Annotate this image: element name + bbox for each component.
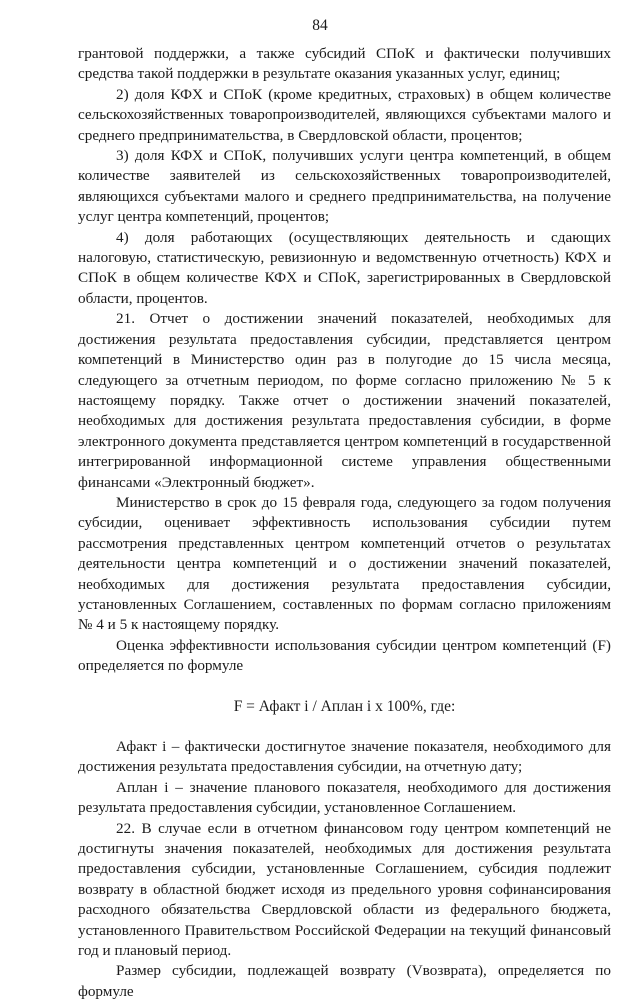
paragraph-item-2: 2) доля КФХ и СПоК (кроме кредитных, страховых) в общем количестве сельскохозяйственных товаропроизводителей, являющихся субъектами малого и среднего предпринимательства, в Свердловской области, процентов; bbox=[78, 85, 611, 144]
paragraph-ministry-evaluation: Министерство в срок до 15 февраля года, следующего за годом получения субсидии, оценивает эффективность использования субсидии путем рассмотрения представленных центром компетенций отчетов о результатах деятельности центра компетенций и о достижении значений показателей, необходимых для достижения результата предоставления субсидии, установленных Соглашением, составленных по формам согласно приложениям № 4 и 5 к настоящему порядку. bbox=[78, 493, 611, 634]
paragraph-aplan-definition: Аплан i – значение планового показателя, необходимого для достижения результата предоставления субсидии, установленное Соглашением. bbox=[78, 778, 611, 817]
document-body bbox=[78, 44, 611, 1002]
paragraph-afact-definition: Афакт i – фактически достигнутое значение показателя, необходимого для достижения результата предоставления субсидии, на отчетную дату; bbox=[78, 738, 611, 776]
paragraph-item-3: 3) доля КФХ и СПоК, получивших услуги центра компетенций, в общем количестве заявителей из сельскохозяйственных товаропроизводителей, являющихся субъектами малого и среднего предпринимательства, на получение услуг центра компетенций, процентов; bbox=[78, 147, 611, 226]
paragraph-continuation: грантовой поддержки, а также субсидий СПоК и фактически получивших средства такой поддержки в результате оказания указанных услуг, единиц; bbox=[78, 45, 611, 83]
page-number: 84 bbox=[312, 17, 328, 34]
paragraph-formula-intro: Оценка эффективности использования субсидии центром компетенций (F) определяется по формуле bbox=[78, 636, 611, 675]
formula-f: F = Афакт i / Аплан i x 100%, где: bbox=[233, 697, 456, 715]
paragraph-clause-21: 21. Отчет о достижении значений показателей, необходимых для достижения результата предоставления субсидии, представляется центром компетенций в Министерство один раз в полугодие до 15 числа месяца, следующего за отчетным периодом, по форме согласно приложению № 5 к настоящему порядку. Также отчет о достижении значений показателей, необходимых для достижения результата предоставления субсидии, в форме электронного документа представляется центром компетенций в государственной интегрированной информационной системе управления общественными финансами «Электронный бюджет». bbox=[78, 310, 611, 491]
paragraph-refund-formula-intro: Размер субсидии, подлежащей возврату (Vвозврата), определяется по формуле bbox=[78, 962, 611, 1000]
paragraph-item-4: 4) доля работающих (осуществляющих деятельность и сдающих налоговую, статистическую, ревизионную и ведомственную отчетность) КФХ и СПоК в общем количестве КФХ и СПоК, зарегистрированных в Свердловской области, процентов. bbox=[78, 228, 611, 307]
paragraph-clause-22: 22. В случае если в отчетном финансовом году центром компетенций не достигнуты значения показателей, необходимых для достижения результата предоставления субсидии, установленные Соглашением, субсидия подлежит возврату в областной бюджет исходя из предельного уровня софинансирования расходного обязательства Свердловской области из федерального бюджета, установленного Правительством Российской Федерации на текущий финансовый год и плановый период. bbox=[78, 819, 611, 960]
